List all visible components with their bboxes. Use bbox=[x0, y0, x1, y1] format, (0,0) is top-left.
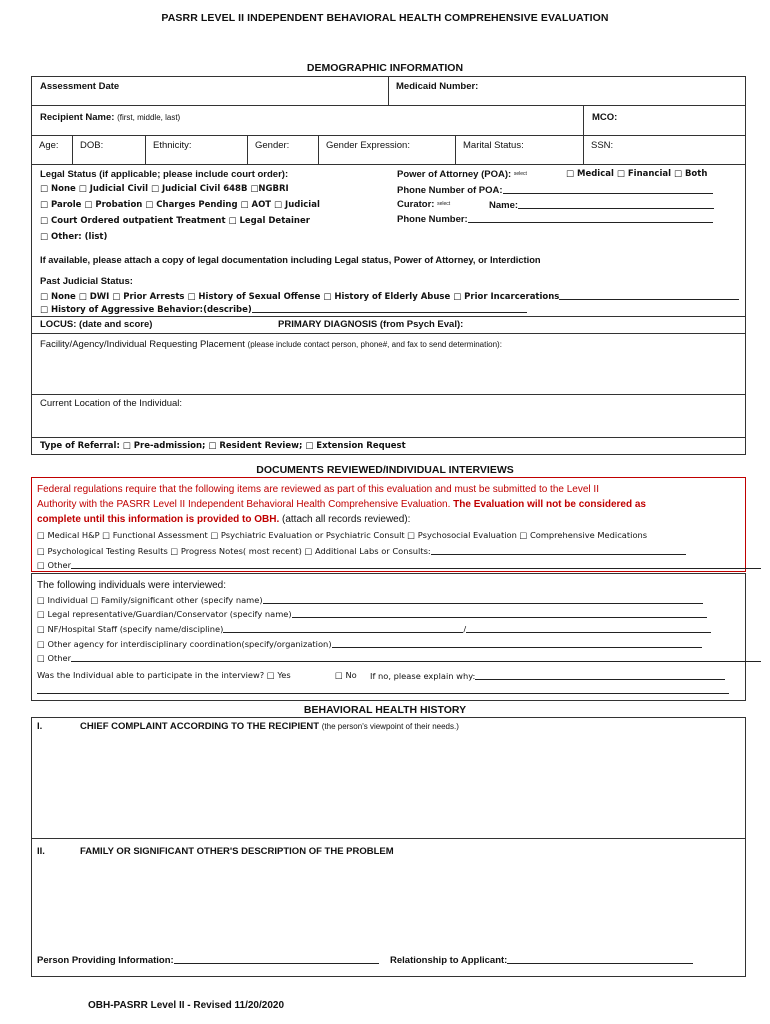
documents-heading: DOCUMENTS REVIEWED/INDIVIDUAL INTERVIEWS bbox=[256, 464, 514, 476]
legal-status-label: Legal Status (if applicable; please include court order): bbox=[40, 169, 289, 180]
demographic-heading: DEMOGRAPHIC INFORMATION bbox=[306, 62, 464, 74]
behavioral-heading: BEHAVIORAL HEALTH HISTORY bbox=[303, 704, 467, 716]
footer-revision: OBH-PASRR Level II - Revised 11/20/2020 bbox=[88, 1000, 285, 1011]
gender-label[interactable]: Gender: bbox=[255, 140, 290, 151]
interview-other[interactable]: □ Other bbox=[37, 652, 761, 663]
age-label[interactable]: Age: bbox=[39, 140, 59, 151]
chief-complaint-hint: (the person's viewpoint of their needs.) bbox=[321, 722, 459, 731]
referral-options[interactable]: Type of Referral: □ Pre-admission; □ Resident Review; □ Extension Request bbox=[40, 441, 406, 451]
curator-name-label: Name: bbox=[489, 200, 519, 211]
interviews-box bbox=[31, 573, 746, 701]
section-1-number: I. bbox=[37, 721, 43, 732]
person-providing-field[interactable]: Person Providing Information: bbox=[37, 954, 379, 966]
curator-name-field[interactable] bbox=[489, 199, 714, 211]
dob-label[interactable]: DOB: bbox=[80, 140, 104, 151]
curator-field[interactable] bbox=[397, 199, 450, 210]
poa-phone-label: Phone Number of POA: bbox=[397, 185, 503, 196]
interview-individual[interactable]: □ Individual □ Family/significant other (specify name) bbox=[37, 594, 703, 605]
poa-phone-field[interactable] bbox=[397, 184, 713, 196]
recipient-name-hint: (first, middle, last) bbox=[117, 113, 181, 122]
federal-note-3: complete until this information is provided to OBH. (attach all records reviewed): bbox=[37, 514, 411, 525]
primary-diagnosis-label[interactable]: PRIMARY DIAGNOSIS (from Psych Eval): bbox=[278, 319, 464, 330]
facility-field[interactable] bbox=[40, 339, 502, 350]
assessment-date-label[interactable]: Assessment Date bbox=[40, 81, 120, 92]
gender-expression-label[interactable]: Gender Expression: bbox=[326, 140, 410, 151]
marital-status-label[interactable]: Marital Status: bbox=[463, 140, 524, 151]
interview-legal-rep[interactable]: □ Legal representative/Guardian/Conservator (specify name) bbox=[37, 608, 707, 619]
locus-label[interactable]: LOCUS: (date and score) bbox=[40, 319, 153, 330]
interview-other-agency[interactable]: □ Other agency for interdisciplinary coordination(specify/organization) bbox=[37, 638, 702, 649]
interview-nf-staff[interactable]: □ NF/Hospital Staff (specify name/discipline) / bbox=[37, 623, 711, 634]
poa-select[interactable]: select bbox=[513, 171, 527, 177]
facility-hint: (please include contact person, phone#, and fax to send determination): bbox=[247, 340, 502, 349]
participate-question[interactable]: Was the Individual able to participate in the interview? □ Yes bbox=[37, 670, 291, 680]
poa-field[interactable] bbox=[397, 169, 527, 180]
federal-note-1: Federal regulations require that the following items are reviewed as part of this evaluation and must be submitted to the Level II bbox=[37, 484, 599, 495]
attach-note: If available, please attach a copy of legal documentation including Legal status, Power of Attorney, or Interdiction bbox=[40, 255, 541, 265]
poa-options[interactable]: □ Medical □ Financial □ Both bbox=[566, 169, 708, 179]
legal-status-options-4[interactable]: □ Other: (list) bbox=[40, 232, 108, 242]
family-description-title[interactable]: FAMILY OR SIGNIFICANT OTHER'S DESCRIPTION OF THE PROBLEM bbox=[80, 846, 394, 857]
aggressive-behavior-field[interactable]: □ History of Aggressive Behavior:(describe) bbox=[40, 303, 527, 315]
mco-label[interactable]: MCO: bbox=[592, 112, 618, 123]
medicaid-number-label[interactable]: Medicaid Number: bbox=[396, 81, 479, 92]
page-title: PASRR LEVEL II INDEPENDENT BEHAVIORAL HEALTH COMPREHENSIVE EVALUATION bbox=[161, 12, 609, 24]
relationship-field[interactable]: Relationship to Applicant: bbox=[390, 954, 693, 966]
documents-options-2[interactable]: □ Psychological Testing Results □ Progress Notes( most recent) □ Additional Labs or Consults: bbox=[37, 545, 686, 556]
section-2-number: II. bbox=[37, 846, 45, 857]
documents-other[interactable]: □ Other bbox=[37, 559, 761, 570]
phone-number-field[interactable] bbox=[397, 213, 713, 225]
participate-no[interactable]: □ No bbox=[335, 670, 357, 680]
legal-status-options-1[interactable]: □ None □ Judicial Civil □ Judicial Civil 648B □NGBRI bbox=[40, 184, 289, 194]
documents-options-1[interactable]: □ Medical H&P □ Functional Assessment □ Psychiatric Evaluation or Psychiatric Consult □ Psychosocial Evaluation □ Comprehensive Medications bbox=[37, 530, 648, 540]
phone-number-label: Phone Number: bbox=[397, 214, 468, 225]
curator-label: Curator: bbox=[397, 199, 435, 210]
chief-complaint-title: CHIEF COMPLAINT ACCORDING TO THE RECIPIENT bbox=[80, 721, 320, 732]
interviewed-label: The following individuals were interviewed: bbox=[37, 580, 226, 591]
federal-note-2: Authority with the PASRR Level II Independent Behavioral Health Comprehensive Evaluation. The Evaluation will not be considered as bbox=[37, 499, 646, 510]
legal-status-options-2[interactable]: □ Parole □ Probation □ Charges Pending □ AOT □ Judicial bbox=[40, 200, 320, 210]
recipient-name-label: Recipient Name: bbox=[40, 112, 115, 123]
recipient-name-field[interactable] bbox=[40, 112, 180, 123]
past-judicial-label: Past Judicial Status: bbox=[40, 276, 133, 287]
chief-complaint-field[interactable] bbox=[80, 721, 459, 732]
facility-label: Facility/Agency/Individual Requesting Placement bbox=[40, 339, 245, 350]
explain-field[interactable]: If no, please explain why: bbox=[370, 670, 725, 681]
past-judicial-options[interactable]: □ None □ DWI □ Prior Arrests □ History of Sexual Offense □ History of Elderly Abuse □ Prior Incarcerations bbox=[40, 290, 739, 302]
ssn-label[interactable]: SSN: bbox=[591, 140, 614, 151]
curator-select[interactable]: select bbox=[437, 201, 451, 207]
current-location-label[interactable]: Current Location of the Individual: bbox=[40, 398, 183, 409]
poa-label: Power of Attorney (POA): bbox=[397, 169, 512, 180]
legal-status-options-3[interactable]: □ Court Ordered outpatient Treatment □ Legal Detainer bbox=[40, 216, 310, 226]
ethnicity-label[interactable]: Ethnicity: bbox=[153, 140, 192, 151]
